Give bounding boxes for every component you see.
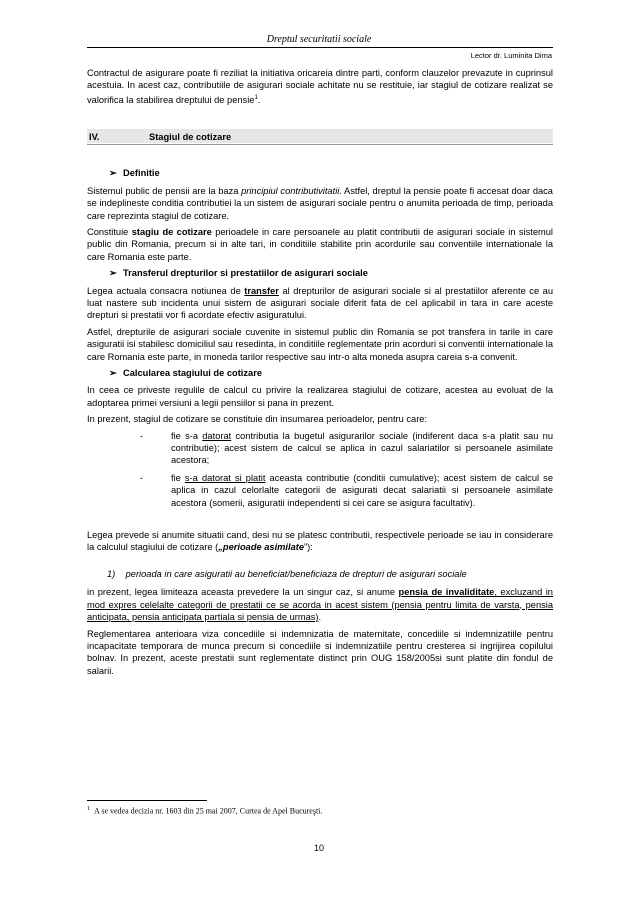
text: Constituie (87, 226, 132, 237)
bold-italic-term: „perioade asimilate (218, 542, 305, 553)
footnote-ref[interactable]: 1 (254, 94, 258, 101)
bold-underlined-term: pensia de invaliditate (398, 587, 495, 598)
list-item-text (171, 472, 553, 509)
list-item-text (171, 430, 553, 467)
item-number: 1) (107, 568, 116, 579)
text: fie s-a (171, 430, 203, 441)
underlined-term: datorat (202, 430, 232, 441)
arrow-bullet-icon: ➢ (109, 168, 117, 179)
item-text: perioada in care asiguratii au beneficiat/beneficiaza de drepturi de asigurari sociale (125, 568, 467, 579)
running-header-author: Lector dr. Luminita Dima (470, 51, 552, 60)
numbered-item-1 (107, 568, 553, 580)
text: Sistemul public de pensii are la baza (87, 185, 242, 196)
section-number: IV. (89, 132, 100, 143)
footnote-number: 1 (87, 806, 90, 812)
bold-term: stagiu de cotizare (131, 226, 212, 237)
text: fie (171, 472, 185, 483)
footnote (87, 806, 322, 816)
bold-underlined-term: transfer (244, 285, 279, 296)
subheading-text: Definitie (123, 168, 160, 179)
footnote-rule (87, 800, 207, 801)
list-item (87, 430, 553, 467)
paragraph-transfer-2: Astfel, drepturile de asigurari sociale cuvenite in sistemul public din Romania se pot transfera in tarile in care asiguratii isi stabilesc domiciliul sau resedinta, in conditiile reglementate prin acorduri si conventii internationale la care Romania este parte, in moneda tarilor respective sau intr-o alta moneda asupra careia s-a convenit. (87, 326, 553, 362)
subheading-transfer (109, 267, 553, 279)
intro-end: . (257, 94, 261, 105)
dash-marker: - (139, 472, 143, 483)
paragraph-asimilate (87, 529, 553, 554)
text: perioadele in care persoanele au platit contributii de asigurari sociale in sistemul public din Romania, precum si in alte tari, in conditiile stabilite prin acordurile sau conventiile internationale la care Romania este parte. (87, 226, 554, 262)
paragraph-definitie-2 (87, 226, 553, 263)
section-heading (87, 129, 553, 145)
subheading-definitie (109, 167, 553, 179)
underlined-text: , excluzand in mod expres celelalte categorii de prestatii ce se acorda in acest sistem (pensia pentru limita de varsta, pensia anticipata, pensia anticipata partiala si pensia de urmas) (87, 587, 553, 623)
text: . (318, 612, 322, 623)
paragraph-calcul-1: In ceea ce priveste regulile de calcul cu privire la realizarea stagiului de cotizare, acestea au evoluat de la adoptarea primei versiuni a legii pensiilor si pana in prezent. (87, 385, 553, 408)
dash-marker: - (139, 430, 143, 441)
paragraph-intro (87, 67, 553, 106)
text: Astfel, dreptul la pensie poate fi accesat doar daca se indeplineste conditia contributiei la un sistem de asigurari sociale pentru o anumita perioada de timp, perioada care reprezinta stagiul de cotizare. (87, 185, 553, 221)
paragraph-calcul-2: In prezent, stagiul de cotizare se constituie din insumarea perioadelor, pentru care: (87, 414, 428, 425)
subheading-text: Transferul drepturilor si prestatiilor de asigurari sociale (123, 268, 368, 279)
text: Legea actuala consacra notiunea de (87, 285, 245, 296)
underlined-term: s-a datorat si platit (184, 472, 266, 483)
text: Legea prevede si anumite situatii cand, desi nu se platesc contributii, respectivele perioade se iau in considerare la calculul stagiului de cotizare ( (87, 530, 553, 553)
intro-text: Contractul de asigurare poate fi reziliat la initiativa oricareia dintre parti, conform clauzelor prevazute in cuprinsul acestuia. In acest caz, contributiile de asigurari sociale achitate nu se restituie, iar stagiul de cotizare realizat se valorifica la stabilirea dreptului de pensie (87, 68, 553, 105)
arrow-bullet-icon: ➢ (109, 268, 117, 279)
page-number: 10 (313, 843, 324, 853)
text: contributia la bugetul asigurarilor sociale (indiferent daca s-a platit sau nu contributie); acest sistem de calcul se aplica in cazul salariatilor si persoanele asimilate acestora; (171, 430, 554, 466)
text: al drepturilor de asigurari sociale si al prestatiilor aferente ce au luat nastere sub incidenta unui sistem de asigurari sociale diferit fata de cel aplicabil in tara in care aceste drepturi si prestatii vor fi acordate efectiv asiguratului. (87, 285, 554, 321)
arrow-bullet-icon: ➢ (109, 368, 117, 378)
text: in prezent, legea limiteaza aceasta prevedere la un singur caz, si anume (87, 587, 399, 598)
paragraph-reglementare: Reglementarea anterioara viza concediile si indemnizatia de maternitate, concediile si indemnizatiile pentru incapacitate temporara de munca precum si concediile si indemnizatiile pentru cresterea si ingrijirea copilului bolnav. In prezent, aceste prestatii sunt reglementate distinct prin OUG 158/2005si sunt platite din fondul de salarii. (87, 628, 553, 676)
subheading-text: Calcularea stagiului de cotizare (123, 368, 262, 378)
paragraph-invaliditate (87, 586, 553, 623)
emphasis: principiul contributivitatii. (241, 185, 342, 196)
running-header-title: Dreptul securitatii sociale (266, 34, 372, 45)
text: aceasta contributie (conditii cumulative); acest sistem de calcul se aplica in cazul celorlalte categorii de asigurati decat salariatii si persoanele asimilate acestora (somerii, asiguratii independenti si cei care se asigura facultativ). (171, 472, 553, 508)
paragraph-definitie-1 (87, 185, 553, 222)
section-title: Stagiul de cotizare (149, 132, 232, 143)
paragraph-transfer-1 (87, 285, 553, 322)
header-rule (87, 47, 553, 48)
subheading-calcul (109, 367, 553, 379)
document-body (87, 67, 553, 681)
footnote-text: A se vedea decizia nr. 1603 din 25 mai 2007, Curtea de Apel Bucureşti. (94, 806, 323, 816)
list-item (87, 472, 553, 509)
text: ”): (304, 542, 313, 553)
